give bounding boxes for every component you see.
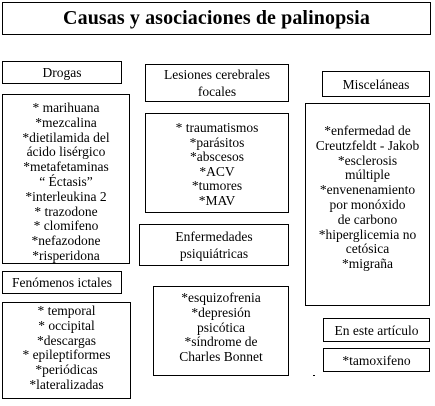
lesiones-header — [145, 64, 289, 102]
header-line: Enfermedades — [175, 229, 253, 244]
list-item: *esclerosis — [337, 152, 398, 168]
lesiones-list — [145, 113, 289, 213]
list-item: *mezcalina — [35, 114, 97, 130]
list-item: * trazodone — [34, 203, 98, 219]
list-item: *lateralizadas — [29, 376, 104, 392]
psiquiatricas-header — [139, 224, 289, 266]
list-item: Creutzfeldt - Jakob — [315, 137, 420, 153]
list-item: *tamoxifeno — [342, 352, 411, 368]
drogas-header: Drogas — [2, 61, 122, 84]
list-item: *periódicas — [35, 362, 98, 378]
list-item: Charles Bonnet — [179, 349, 263, 365]
list-item: *metafetaminas — [23, 159, 109, 175]
header-line: psiquiátricas — [179, 246, 249, 261]
list-item: *MAV — [198, 192, 236, 208]
list-item: *hiperglicemia no — [318, 226, 417, 242]
header-line: Lesiones cerebrales — [163, 67, 271, 82]
list-item: *risperidona — [32, 247, 100, 263]
list-item: *parásitos — [189, 134, 245, 150]
drogas-list — [2, 94, 130, 264]
ictales-header: Fenómenos ictales — [2, 271, 122, 294]
list-item: psicótica — [197, 319, 245, 335]
list-item: “ Éctasis” — [39, 173, 93, 189]
articulo-header: En este artículo — [323, 318, 430, 342]
list-item: *nefazodone — [31, 233, 101, 249]
list-item: *esquizofrenia — [181, 290, 261, 305]
ictales-list — [2, 302, 131, 399]
list-item: de carbono — [337, 211, 398, 227]
list-item: *enfermedad de — [324, 123, 411, 138]
psiquiatricas-list — [153, 286, 289, 376]
list-item: *síndrome de — [184, 334, 258, 350]
miscelaneas-header: Misceláneas — [322, 71, 430, 97]
list-item: *abscesos — [190, 149, 244, 165]
list-item: *descargas — [37, 332, 96, 348]
stray-mark — [313, 375, 315, 376]
list-item: por monóxido — [329, 196, 406, 212]
list-item: *interleukina 2 — [25, 188, 107, 204]
list-item: *ACV — [199, 163, 235, 179]
list-item: * clomifeno — [33, 218, 99, 234]
list-item: *tumores — [191, 178, 243, 194]
list-item: múltiple — [345, 167, 390, 183]
list-item: *dietilamida del — [22, 129, 110, 145]
miscelaneas-list — [305, 103, 430, 306]
list-item: *envenenamiento — [319, 182, 416, 198]
list-item: * marihuana — [32, 100, 100, 115]
list-item: * temporal — [37, 303, 96, 318]
list-item: * occipital — [38, 317, 95, 333]
list-item: * epileptiformes — [22, 347, 111, 363]
list-item: *migraña — [342, 256, 393, 272]
list-item: cetósica — [345, 241, 390, 257]
header-line: focales — [197, 84, 237, 99]
diagram-title: Causas y asociaciones de palinopsia — [2, 2, 431, 35]
list-item: * traumatismos — [175, 120, 259, 135]
articulo-list — [323, 348, 430, 372]
list-item: *depresión — [191, 304, 251, 320]
list-item: ácido lisérgico — [26, 144, 106, 160]
